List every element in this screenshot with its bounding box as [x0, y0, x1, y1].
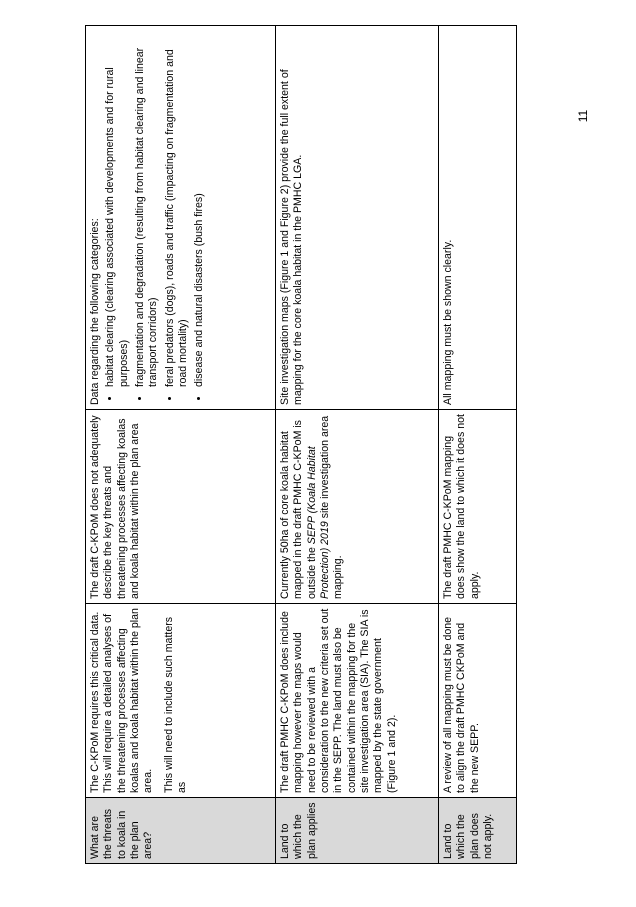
- finding-cell: The draft C-KPoM does not adequately describe the key threats and threatening processes affecting koalas and koala habitat within the plan area: [86, 410, 276, 604]
- recommendation-cell: Site investigation maps (Figure 1 and Figure 2) provide the full extent of mapping for the core koala habitat in the PMHC LGA.: [276, 26, 439, 410]
- row-label-land-applies: Land to which the plan applies: [276, 798, 439, 864]
- list-item: • feral predators (dogs), roads and traffic (impacting on fragmentation and road mortality): [164, 30, 191, 387]
- requirement-cell: A review of all mapping must be done to align the draft PMHC CKPoM and the new SEPP.: [439, 604, 517, 798]
- sepp-title: SEPP (Koala Habitat Protection) 2019: [305, 446, 332, 599]
- recommendation-intro: Data regarding the following categories:: [89, 218, 101, 405]
- list-item: • disease and natural disasters (bush fires): [193, 30, 206, 387]
- requirement-paragraph: This will need to include such matters as: [162, 616, 189, 793]
- finding-cell: [276, 410, 439, 604]
- finding-text: Currently 50ha of core koala habitat mapped in the draft PMHC C-KPoM is outside the: [279, 420, 318, 599]
- table-row: [276, 26, 439, 864]
- threat-category-list: [104, 30, 206, 405]
- requirement-cell: The draft PMHC C-KPoM does include mapping however the maps would need to be reviewed with a consideration to the new criteria set out in the SEPP. The land must also be contained within the mapping for the site investigation area (SIA). The SIA is mapped by the state government (Figure 1 and 2).: [276, 604, 439, 798]
- recommendation-cell: All mapping must be shown clearly.: [439, 26, 517, 410]
- requirement-paragraph: The C-KPoM requires this critical data. This will require a detailed analyses of the threatening processes affecting koalas and koala habitat within the plan area.: [89, 608, 155, 793]
- table-row: [86, 26, 276, 864]
- finding-text: site investigation area mapping.: [319, 415, 345, 599]
- page-number: 11: [576, 109, 590, 123]
- finding-cell: The draft PMHC C-KPoM mapping does show the land to which it does not apply.: [439, 410, 517, 604]
- rotated-table-container: [85, 26, 516, 864]
- list-item: • habitat clearing (clearing associated with developments and for rural purposes): [104, 30, 131, 387]
- table-row: [439, 26, 517, 864]
- list-item: • fragmentation and degradation (resulting from habitat clearing and linear transport corridors): [134, 30, 161, 387]
- requirement-cell: [86, 604, 276, 798]
- row-label-land-not-applies: Land to which the plan does not apply.: [439, 798, 517, 864]
- recommendation-cell: [86, 26, 276, 410]
- assessment-table: [85, 25, 517, 864]
- row-label-threats: What are the threats to koala in the plan area?: [86, 798, 276, 864]
